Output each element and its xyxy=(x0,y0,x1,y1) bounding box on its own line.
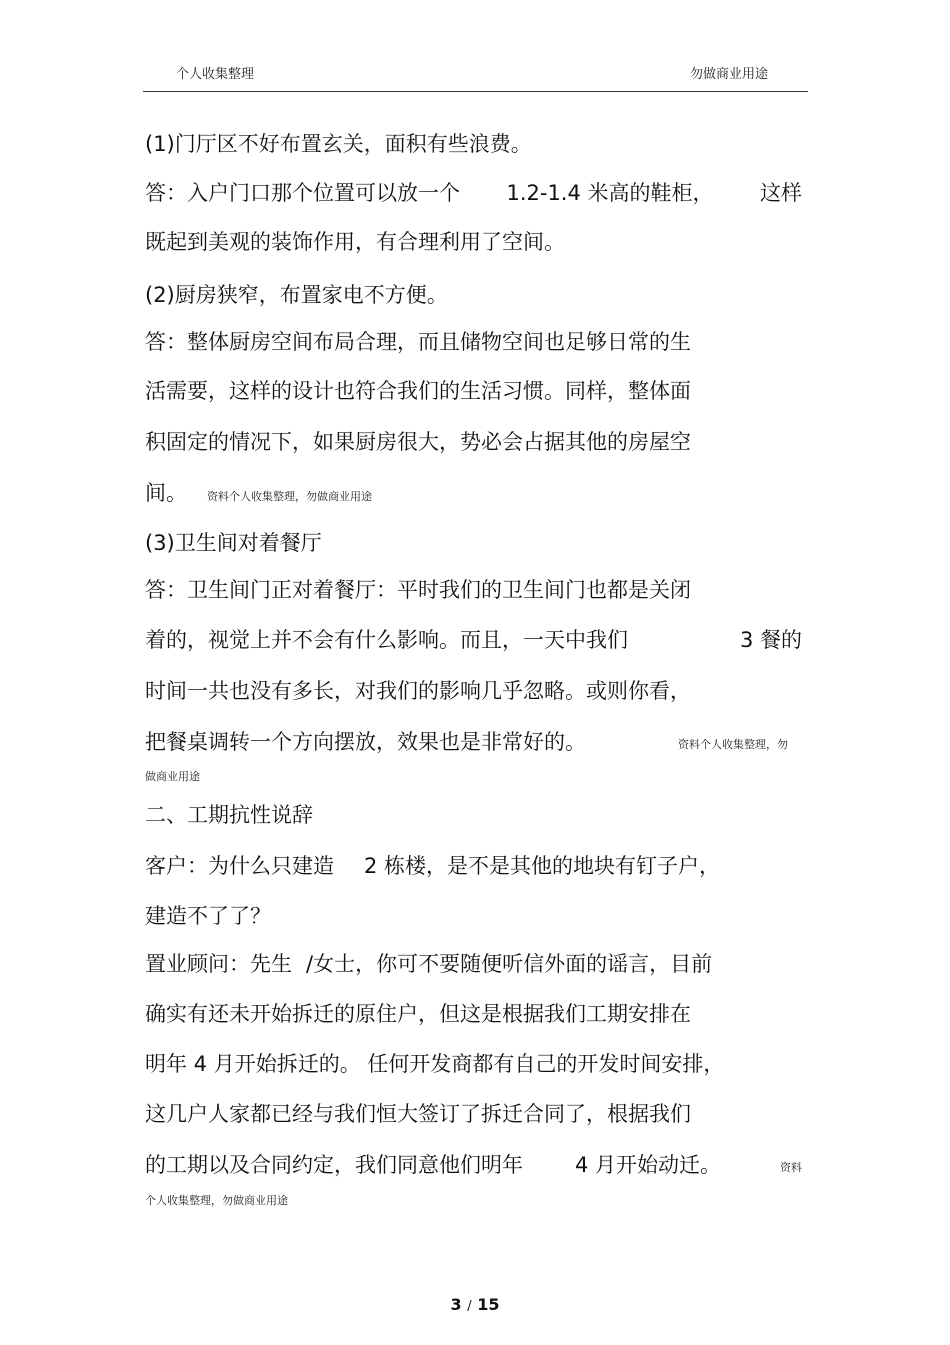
total-pages: 15 xyxy=(477,1295,500,1314)
margin-note-continuation: 做商业用途 xyxy=(145,770,200,783)
page-separator: / xyxy=(467,1299,472,1314)
text-segment: 4 月开始动迁。 xyxy=(575,1153,722,1177)
paragraph-line xyxy=(145,480,372,510)
header-left-text: 个人收集整理 xyxy=(176,67,255,82)
text-segment: 的工期以及合同约定，我们同意他们明年 xyxy=(145,1153,523,1177)
paragraph-line: (2)厨房狭窄，布置家电不方便。 xyxy=(145,283,448,307)
paragraph-line: 把餐桌调转一个方向摆放，效果也是非常好的。 xyxy=(145,730,586,754)
paragraph-line: (3)卫生间对着餐厅 xyxy=(145,531,322,555)
header-divider xyxy=(143,91,808,92)
paragraph-line: 确实有还未开始拆迁的原住户，但这是根据我们工期安排在 xyxy=(145,1002,691,1026)
current-page: 3 xyxy=(450,1295,462,1314)
margin-note: 资料 xyxy=(780,1161,802,1174)
paragraph-line: 答：卫生间门正对着餐厅：平时我们的卫生间门也都是关闭 xyxy=(145,578,691,602)
paragraph-line xyxy=(145,627,802,653)
paragraph-line xyxy=(145,180,802,206)
paragraph-line xyxy=(145,853,720,879)
header-right-text: 勿做商业用途 xyxy=(690,67,769,82)
margin-note: 资料个人收集整理，勿做商业用途 xyxy=(207,490,372,503)
paragraph-line: (1)门厅区不好布置玄关，面积有些浪费。 xyxy=(145,132,532,156)
paragraph-line: 这几户人家都已经与我们恒大签订了拆迁合同了，根据我们 xyxy=(145,1102,691,1126)
paragraph-line xyxy=(145,1152,721,1178)
text-segment: 客户：为什么只建造 xyxy=(145,854,334,878)
paragraph-line: 明年 4 月开始拆迁的。 任何开发商都有自己的开发时间安排， xyxy=(145,1052,725,1076)
text-segment: 答：入户门口那个位置可以放一个 xyxy=(145,181,460,205)
paragraph-line: 答：整体厨房空间布局合理，而且储物空间也足够日常的生 xyxy=(145,330,691,354)
text-segment: 置业顾问：先生 xyxy=(145,952,292,976)
margin-note: 资料个人收集整理，勿 xyxy=(678,738,788,751)
margin-note-continuation: 个人收集整理，勿做商业用途 xyxy=(145,1194,288,1207)
paragraph-line: 既起到美观的装饰作用，有合理利用了空间。 xyxy=(145,230,565,254)
paragraph-line: 积固定的情况下，如果厨房很大，势必会占据其他的房屋空 xyxy=(145,430,691,454)
text-segment: 这样 xyxy=(759,181,802,205)
text-segment: /女士，你可不要随便听信外面的谣言，目前 xyxy=(306,952,713,976)
text-segment: 1.2-1.4 米高的鞋柜， xyxy=(506,181,714,205)
section-heading: 二、工期抗性说辞 xyxy=(145,803,313,827)
paragraph-line: 活需要，这样的设计也符合我们的生活习惯。同样，整体面 xyxy=(145,379,691,403)
paragraph-line: 建造不了了？ xyxy=(145,904,271,928)
text-segment: 3 餐的 xyxy=(739,628,802,652)
text-segment: 着的，视觉上并不会有什么影响。而且，一天中我们 xyxy=(145,628,628,652)
text-segment: 间。 xyxy=(145,481,187,505)
text-segment: 2 栋楼，是不是其他的地块有钉子户， xyxy=(364,854,721,878)
paragraph-line: 时间一共也没有多长，对我们的影响几乎忽略。或则你看， xyxy=(145,679,691,703)
paragraph-line xyxy=(145,951,712,977)
page-number xyxy=(0,1295,950,1314)
